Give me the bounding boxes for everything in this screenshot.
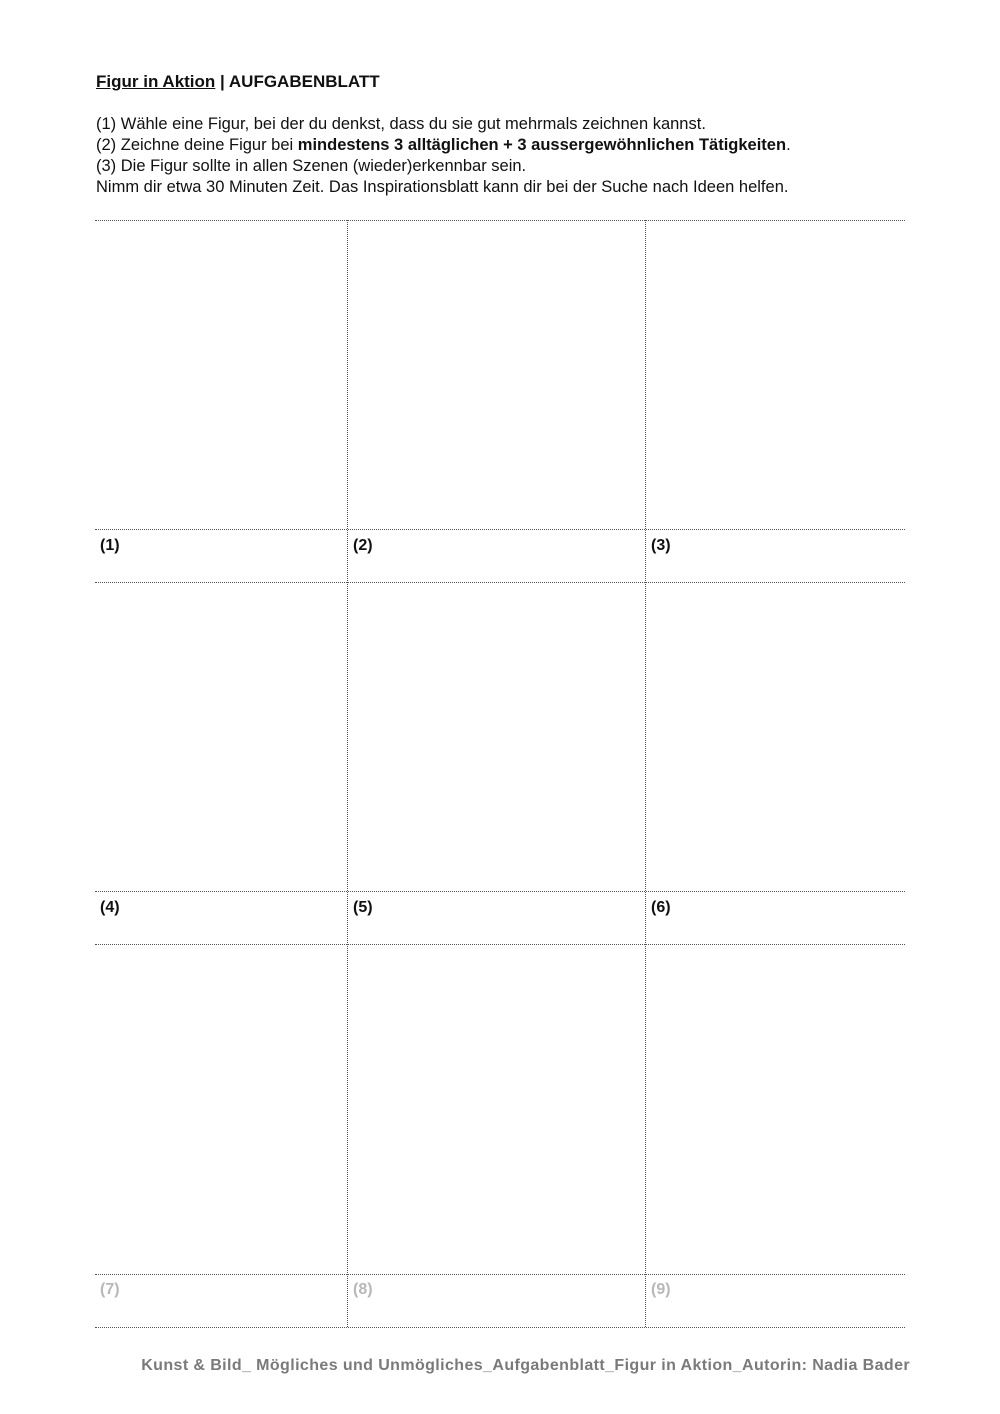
instructions <box>96 114 791 198</box>
drawing-panel-4[interactable] <box>95 584 347 890</box>
drawing-grid <box>95 220 905 1328</box>
instruction-line-2-pre: (2) Zeichne deine Figur bei <box>96 136 298 154</box>
grid-divider-2 <box>645 220 646 1327</box>
title-main: Figur in Aktion <box>96 72 216 91</box>
instruction-line-3: (3) Die Figur sollte in allen Szenen (wieder)erkennbar sein. <box>96 157 527 175</box>
grid-line-row2-bottom <box>95 891 905 892</box>
grid-line-top <box>95 220 905 221</box>
grid-line-row1-bottom <box>95 529 905 530</box>
grid-line-row3-bottom <box>95 1274 905 1275</box>
grid-line-row2-label-bottom <box>95 944 905 945</box>
drawing-panel-5[interactable] <box>349 584 645 890</box>
footer-credit: Kunst & Bild_ Mögliches und Unmögliches_Aufgabenblatt_Figur in Aktion_Autorin: Nadia Bader <box>141 1357 910 1374</box>
panel-label-3: (3) <box>651 537 671 554</box>
drawing-panel-7[interactable] <box>95 946 347 1273</box>
drawing-panel-3[interactable] <box>647 222 905 528</box>
instruction-line-2-post: . <box>786 136 791 154</box>
instruction-line-4: Nimm dir etwa 30 Minuten Zeit. Das Inspirationsblatt kann dir bei der Suche nach Ideen helfen. <box>96 178 789 196</box>
panel-label-7: (7) <box>100 1281 120 1298</box>
panel-label-6: (6) <box>651 899 671 916</box>
title-rest: | AUFGABENBLATT <box>215 72 380 91</box>
panel-label-8: (8) <box>353 1281 373 1298</box>
drawing-panel-1[interactable] <box>95 222 347 528</box>
instruction-line-1: (1) Wähle eine Figur, bei der du denkst, dass du sie gut mehrmals zeichnen kannst. <box>96 115 706 133</box>
drawing-panel-8[interactable] <box>349 946 645 1273</box>
panel-label-2: (2) <box>353 537 373 554</box>
panel-label-1: (1) <box>100 537 120 554</box>
worksheet-title <box>96 71 380 93</box>
instruction-line-2-bold: mindestens 3 alltäglichen + 3 aussergewöhnlichen Tätigkeiten <box>297 136 787 154</box>
drawing-panel-9[interactable] <box>647 946 905 1273</box>
grid-divider-1 <box>347 220 348 1327</box>
drawing-panel-2[interactable] <box>349 222 645 528</box>
panel-label-5: (5) <box>353 899 373 916</box>
drawing-panel-6[interactable] <box>647 584 905 890</box>
grid-line-row1-label-bottom <box>95 582 905 583</box>
panel-label-9: (9) <box>651 1281 671 1298</box>
panel-label-4: (4) <box>100 899 120 916</box>
instruction-line-2 <box>96 135 791 156</box>
grid-line-bottom <box>95 1327 905 1328</box>
